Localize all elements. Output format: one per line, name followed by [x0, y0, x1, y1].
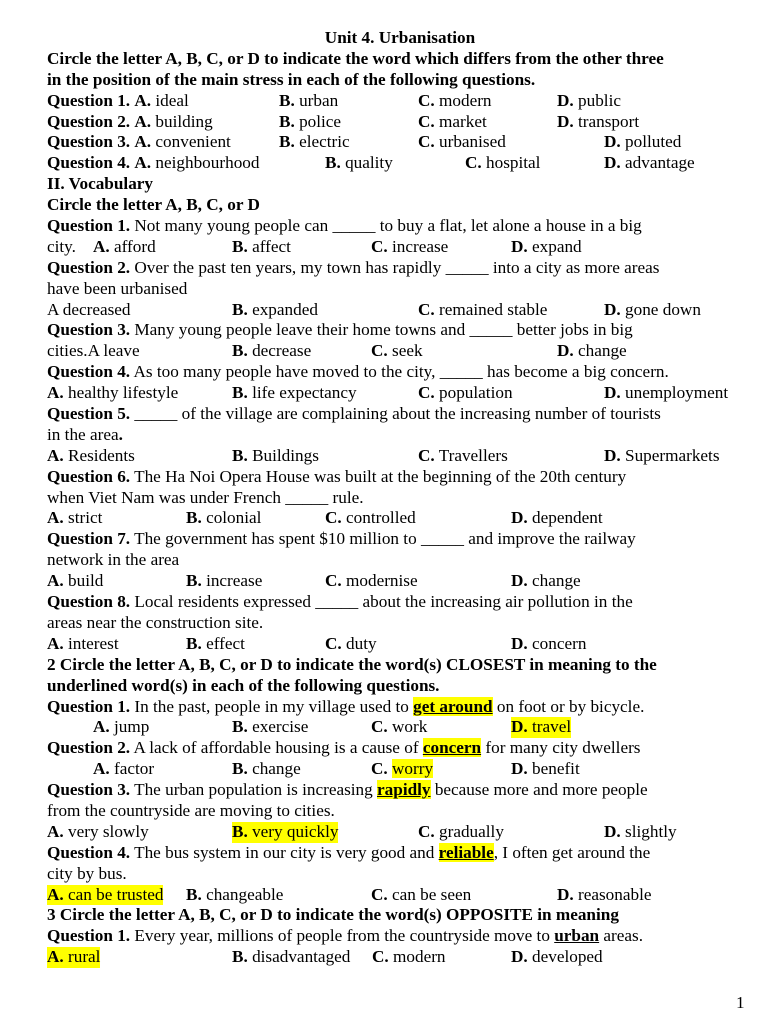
option-c: C. population	[418, 383, 513, 403]
option-a: A. jump	[93, 717, 150, 737]
option-c: C. modern	[418, 90, 492, 110]
question-stem	[47, 780, 753, 801]
option-b: B. changeable	[186, 884, 284, 904]
stem-text: Local residents expressed _____ about the increasing air pollution in the	[130, 592, 633, 612]
question-row	[47, 508, 753, 529]
stem-text: The urban population is increasing	[130, 780, 378, 800]
instruction-line: 3 Circle the letter A, B, C, or D to indicate the word(s) OPPOSITE in meaning	[47, 905, 619, 925]
stem-text: As too many people have moved to the city, _____ has become a big concern.	[130, 362, 669, 382]
stem-text: Many young people leave their home towns and _____ better jobs in big	[130, 320, 633, 340]
question-row	[47, 446, 753, 467]
stem-period: .	[118, 424, 123, 444]
option-c: C. can be seen	[371, 884, 472, 904]
stem-text: Over the past ten years, my town has rapidly _____ into a city as more areas	[130, 257, 660, 277]
option-b: B. disadvantaged	[232, 947, 351, 967]
question-stem	[47, 926, 753, 947]
question-label: Question 5.	[47, 404, 131, 424]
question-label: Question 1.	[47, 926, 131, 946]
option-b: B. exercise	[232, 717, 309, 737]
stem-text: city.	[47, 236, 76, 256]
question-label: Question 1.	[47, 216, 131, 236]
option-d: D. polluted	[604, 132, 682, 152]
option-c: C. controlled	[325, 508, 416, 528]
option-d: D. transport	[557, 111, 640, 131]
question-stem	[47, 258, 753, 279]
option-text: building	[155, 111, 213, 131]
option-a-answer: A. can be trusted	[47, 884, 164, 904]
option-b: B. decrease	[232, 341, 312, 361]
question-label: Question 4.	[47, 153, 131, 173]
question-label: Question 1.	[47, 90, 131, 110]
question-stem-cont	[47, 425, 753, 446]
option-b: B. affect	[232, 236, 291, 256]
option-b: B. life expectancy	[232, 383, 357, 403]
option-a: A. interest	[47, 633, 119, 653]
question-stem	[47, 738, 753, 759]
stem-text: A lack of affordable housing is a cause of	[130, 738, 423, 758]
question-stem	[47, 362, 753, 383]
option-d: D. dependent	[511, 508, 603, 528]
question-label: Question 1.	[47, 696, 131, 716]
option-a: A. very slowly	[47, 821, 149, 841]
question-label: Question 8.	[47, 592, 131, 612]
option-c: C. increase	[371, 236, 449, 256]
option-c: C. duty	[325, 633, 377, 653]
option-letter: A.	[134, 153, 152, 173]
stem-text: for many city dwellers	[481, 738, 641, 758]
option-a-answer: A. rural	[47, 947, 101, 967]
option-b: B. colonial	[186, 508, 262, 528]
stem-text: city by bus.	[47, 863, 127, 883]
instruction-line: Circle the letter A, B, C, or D	[47, 195, 260, 215]
option-c: C. work	[371, 717, 428, 737]
option-text: ideal	[155, 90, 189, 110]
question-stem	[47, 404, 753, 425]
question-label: Question 4.	[47, 842, 131, 862]
target-word: concern	[422, 738, 482, 758]
option-b: B. effect	[186, 633, 245, 653]
question-label: Question 4.	[47, 362, 131, 382]
option-d: D. unemployment	[604, 383, 729, 403]
page-title: Unit 4. Urbanisation	[324, 28, 476, 47]
question-row	[47, 91, 753, 112]
option-d: D. change	[511, 571, 581, 591]
option-text: neighbourhood	[155, 153, 260, 173]
instruction-line: Circle the letter A, B, C, or D to indicate the word which differs from the other three	[47, 48, 664, 68]
stem-text: from the countryside are moving to cities.	[47, 800, 335, 820]
option-letter: A.	[134, 111, 152, 131]
instruction-line: in the position of the main stress in each of the following questions.	[47, 69, 536, 89]
option-b: B. electric	[279, 132, 350, 152]
instruction-line: underlined word(s) in each of the following questions.	[47, 675, 440, 695]
option-d-answer: D. travel	[511, 717, 572, 737]
question-row	[47, 383, 753, 404]
option-a: A. Residents	[47, 445, 135, 465]
option-letter: A.	[134, 90, 152, 110]
question-stem	[47, 467, 753, 488]
question-row	[47, 947, 753, 968]
question-stem	[47, 216, 753, 237]
option-d: D. advantage	[604, 153, 695, 173]
option-c: C. gradually	[418, 821, 504, 841]
stem-text: cities.A leave	[47, 341, 140, 361]
option-c: C. modern	[372, 947, 446, 967]
option-c: C. market	[418, 111, 487, 131]
option-a: A. factor	[93, 759, 155, 779]
option-a: A. afford	[93, 236, 156, 256]
question-row	[47, 822, 753, 843]
question-row	[47, 132, 753, 153]
question-row	[47, 300, 753, 321]
question-stem	[47, 529, 753, 550]
option-d: D. reasonable	[557, 884, 652, 904]
stem-text: when Viet Nam was under French _____ rule.	[47, 487, 364, 507]
stem-text: network in the area	[47, 550, 180, 570]
question-row	[47, 885, 753, 906]
question-label: Question 3.	[47, 132, 131, 152]
option-letter: A.	[134, 132, 152, 152]
option-c: C. urbanised	[418, 132, 506, 152]
target-word: reliable	[438, 842, 494, 862]
question-row	[47, 717, 753, 738]
question-row	[47, 112, 753, 133]
option-d: D. benefit	[511, 759, 580, 779]
stem-text: Every year, millions of people from the countryside move to	[130, 926, 555, 946]
stem-text: The government has spent $10 million to _____ and improve the railway	[130, 529, 636, 549]
stem-text: because more and more people	[430, 780, 648, 800]
target-word: get around	[413, 696, 493, 716]
question-stem	[47, 697, 753, 718]
worksheet-page	[47, 28, 753, 968]
option-d: D. gone down	[604, 299, 701, 319]
option-c: C. remained stable	[418, 299, 548, 319]
stem-text: on foot or by bicycle.	[492, 696, 645, 716]
option-d: D. slightly	[604, 821, 677, 841]
stem-text: in the area	[47, 424, 119, 444]
option-b: B. change	[232, 759, 301, 779]
stem-text: have been urbanised	[47, 278, 188, 298]
question-stem	[47, 320, 753, 341]
option-b: B. police	[279, 111, 342, 131]
target-word: urban	[554, 926, 600, 946]
instruction-line: 2 Circle the letter A, B, C, or D to indicate the word(s) CLOSEST in meaning to the	[47, 654, 657, 674]
question-row	[47, 571, 753, 592]
option-d: D. Supermarkets	[604, 445, 720, 465]
question-label: Question 2.	[47, 257, 131, 277]
option-d: D. public	[557, 90, 621, 110]
stem-text: Not many young people can _____ to buy a flat, let alone a house in a big	[130, 216, 642, 236]
question-stem	[47, 592, 753, 613]
question-stem	[47, 843, 753, 864]
option-a: A decreased	[47, 299, 131, 319]
option-c: C. seek	[371, 341, 423, 361]
option-b: B. expanded	[232, 299, 318, 319]
question-label: Question 6.	[47, 466, 131, 486]
option-c: C. Travellers	[418, 445, 508, 465]
question-label: Question 3.	[47, 320, 131, 340]
stem-text: areas near the construction site.	[47, 612, 264, 632]
question-row	[47, 341, 753, 362]
question-label: Question 7.	[47, 529, 131, 549]
question-row	[47, 634, 753, 655]
question-label: Question 2.	[47, 738, 131, 758]
question-row	[47, 759, 753, 780]
option-b: B. quality	[325, 153, 393, 173]
stem-text: The bus system in our city is very good and	[130, 842, 439, 862]
option-c: C. hospital	[465, 153, 541, 173]
target-word: rapidly	[377, 780, 431, 800]
stem-text: , I often get around the	[493, 842, 651, 862]
option-b: B. Buildings	[232, 445, 319, 465]
section-heading: II. Vocabulary	[47, 174, 154, 194]
question-label: Question 3.	[47, 780, 131, 800]
stem-text: The Ha Noi Opera House was built at the beginning of the 20th century	[130, 466, 627, 486]
page-number: 1	[736, 993, 745, 1012]
option-d: D. developed	[511, 947, 603, 967]
option-b: B. increase	[186, 571, 263, 591]
option-a: A. build	[47, 571, 104, 591]
option-text: convenient	[155, 132, 231, 152]
question-row	[47, 153, 753, 174]
option-b-answer: B. very quickly	[232, 821, 339, 841]
stem-text: _____ of the village are complaining about the increasing number of tourists	[130, 404, 661, 424]
stem-text: areas.	[599, 926, 644, 946]
question-row	[47, 237, 753, 258]
option-c-answer: C. worry	[371, 759, 434, 779]
stem-text: In the past, people in my village used to	[130, 696, 414, 716]
option-d: D. expand	[511, 236, 582, 256]
option-d: D. concern	[511, 633, 587, 653]
option-c: C. modernise	[325, 571, 418, 591]
option-b: B. urban	[279, 90, 339, 110]
question-label: Question 2.	[47, 111, 131, 131]
option-a: A. healthy lifestyle	[47, 383, 179, 403]
option-a: A. strict	[47, 508, 103, 528]
option-d: D. change	[557, 341, 627, 361]
